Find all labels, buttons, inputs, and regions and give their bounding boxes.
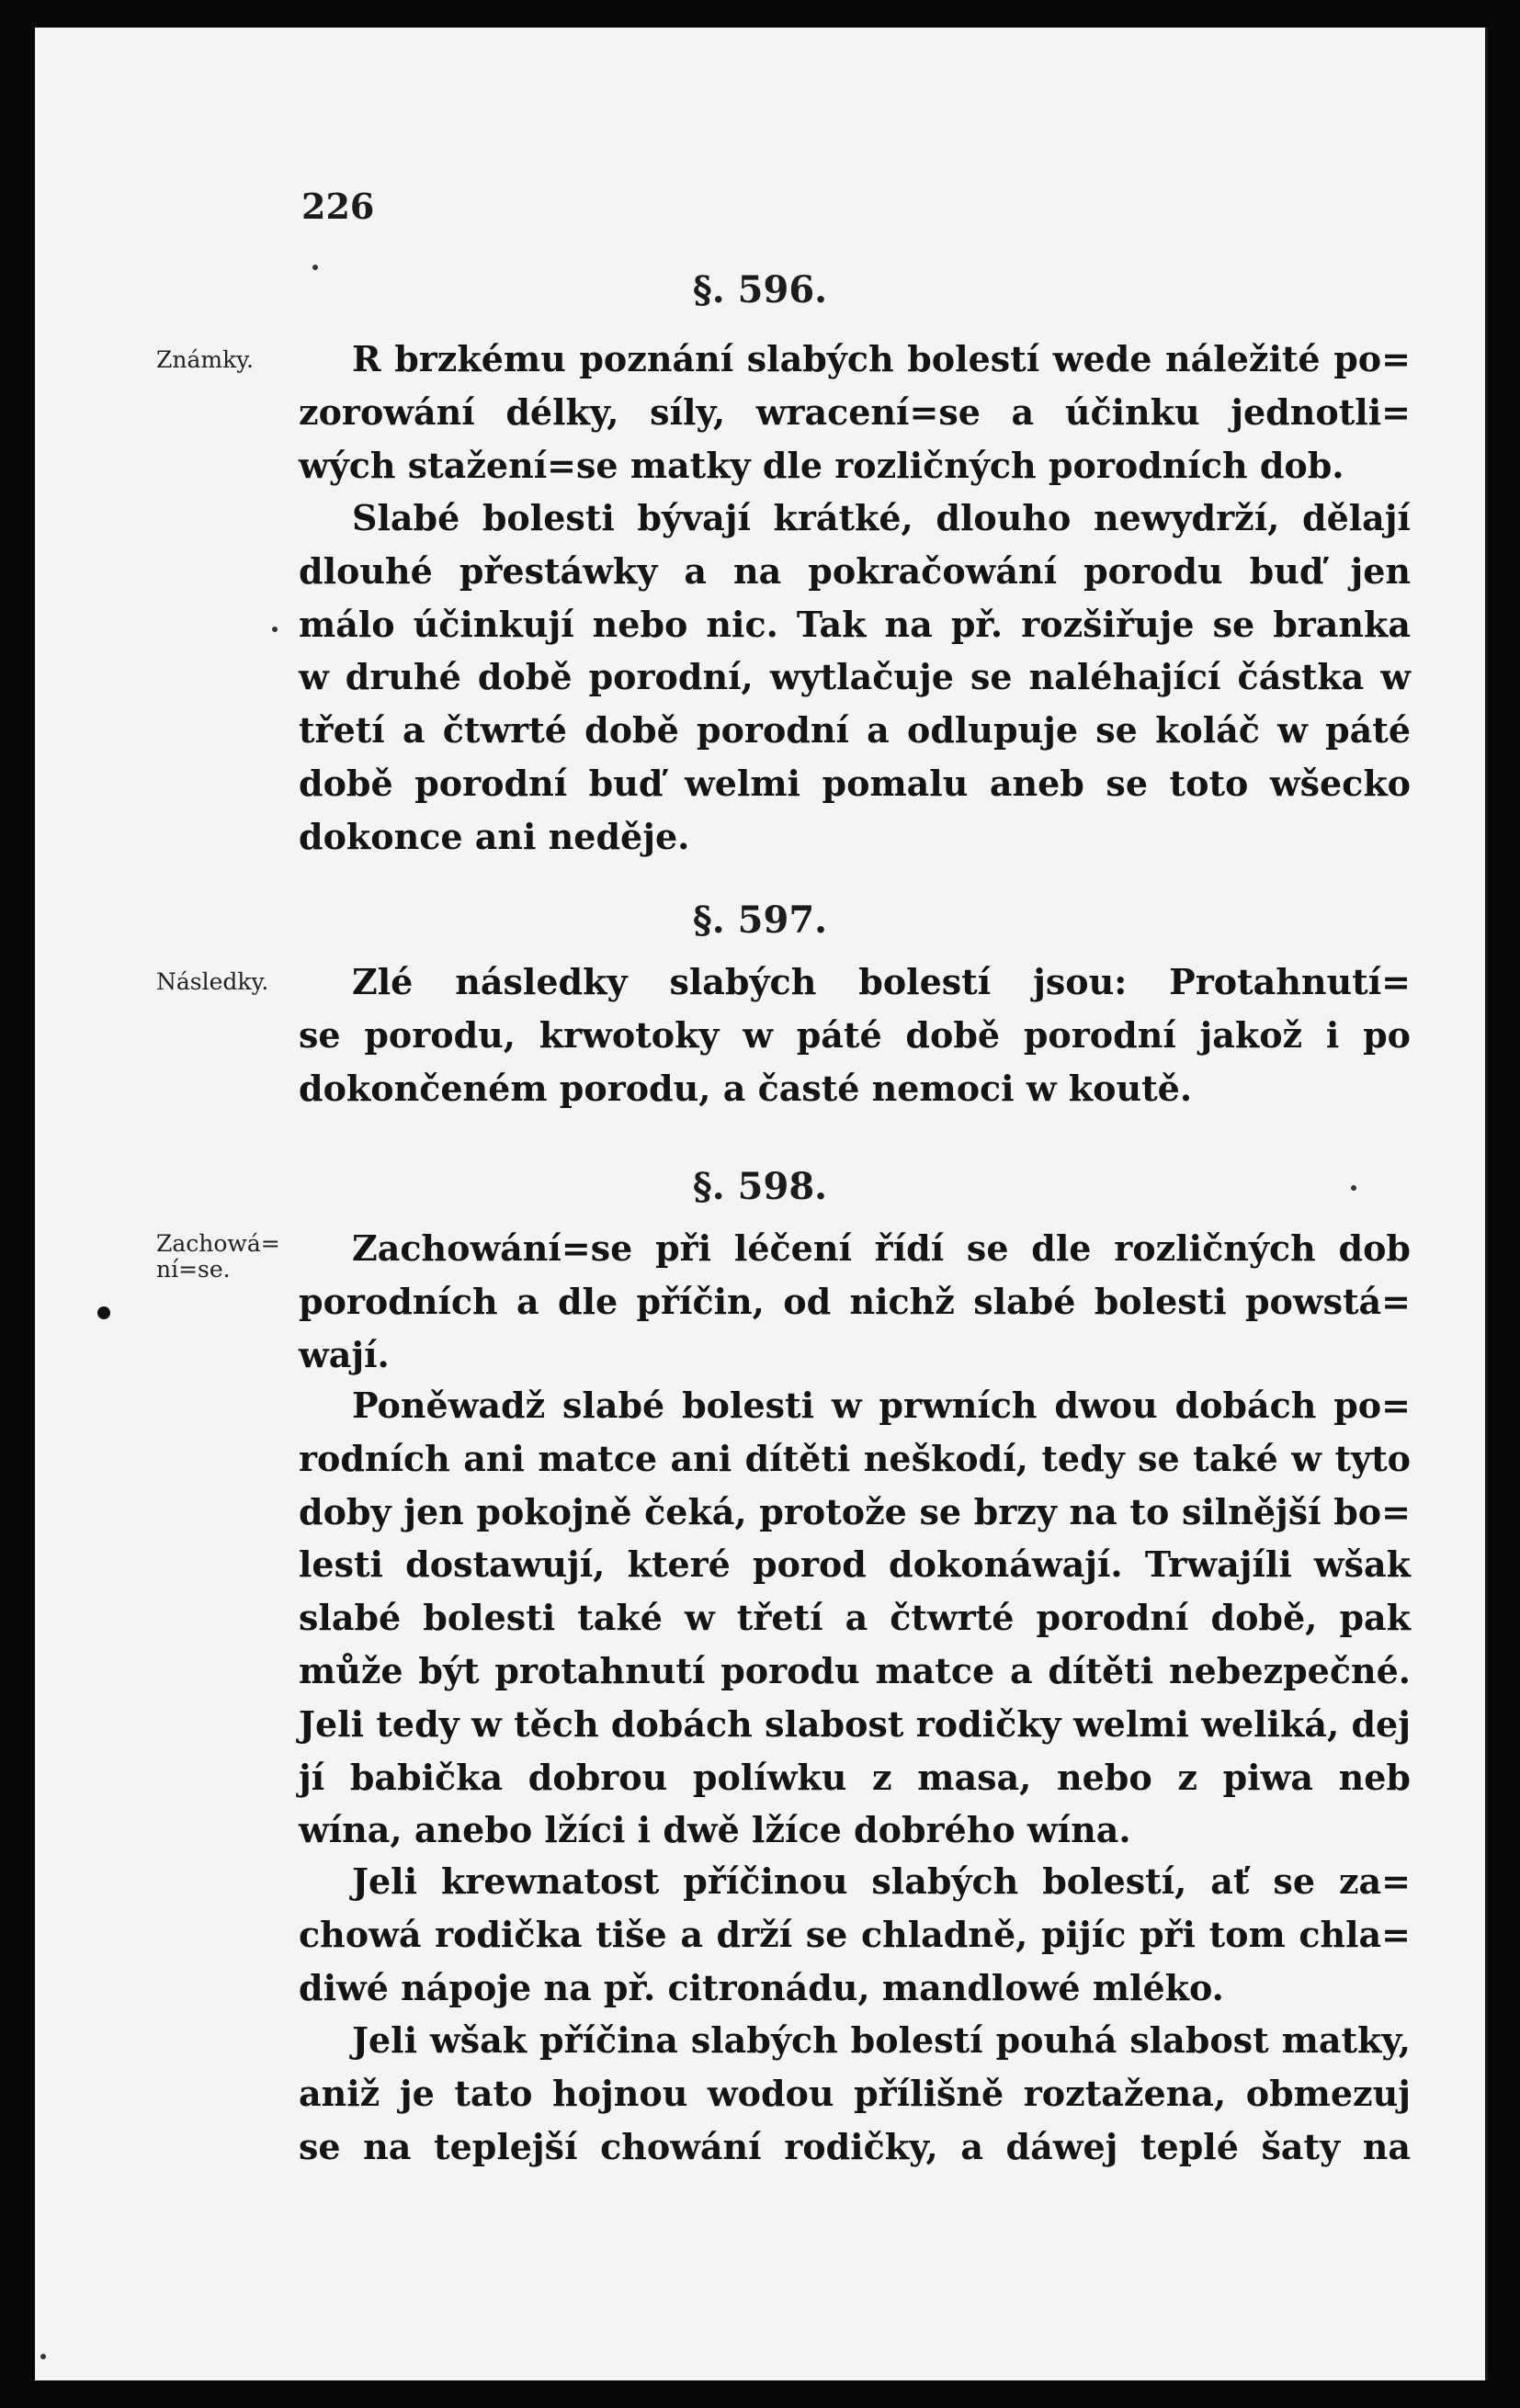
scan-speck: [272, 627, 278, 632]
paragraph: [299, 492, 1411, 864]
section-heading-597: §. 597.: [692, 899, 828, 942]
text-line: třetí a čtwrté době porodní a odlupuje se koláč w páté: [299, 709, 1411, 752]
text-line: Zachowání=se při léčení řídí se dle rozličných dob: [352, 1227, 1411, 1269]
text-line: se na teplejší chowání rodičky, a dáwej teplé šaty na: [299, 2125, 1411, 2167]
scan-speck: [97, 1306, 110, 1319]
text-line: Jeli tedy w těch dobách slabost rodičky welmi weliká, dej: [299, 1702, 1411, 1745]
text-line: Slabé bolesti bývají krátké, dlouho newydrží, dělají: [352, 497, 1411, 538]
text-line: wých stažení=se matky dle rozličných porodních dob.: [299, 444, 1344, 486]
section-heading-596: §. 596.: [692, 268, 828, 311]
section-heading-598: §. 598.: [692, 1165, 828, 1208]
scan-speck: [1351, 1185, 1356, 1191]
text-line: dokončeném porodu, a časté nemoci w koutě.: [299, 1067, 1193, 1109]
text-line: diwé nápoje na př. citronádu, mandlowé mléko.: [299, 1966, 1224, 2008]
text-line: doby jen pokojně čeká, protože se brzy na to silnější bo=: [299, 1490, 1411, 1532]
text-line: lesti dostawují, které porod dokonáwají. Trwajíli wšak: [299, 1543, 1411, 1586]
paragraph: [299, 955, 1411, 1114]
text-line: Zlé následky slabých bolestí jsou: Protahnutí=: [352, 961, 1411, 1002]
text-line: málo účinkují nebo nic. Tak na př. rozšiřuje se branka: [299, 603, 1411, 645]
margin-note-nasledky: Následky.: [156, 968, 269, 995]
text-line: zorowání délky, síly, wracení=se a účinku jednotli=: [299, 390, 1411, 433]
text-line: Poněwadž slabé bolesti w prwních dwou dobách po=: [352, 1385, 1411, 1426]
scan-speck: [312, 265, 318, 270]
text-line: slabé bolesti také w třetí a čtwrté porodní době, pak: [299, 1597, 1411, 1639]
text-line: Jeli krewnatost příčinou slabých bolestí, ať se za=: [352, 1860, 1411, 1902]
page-number: 226: [301, 186, 375, 227]
text-line: porodních a dle příčin, od nichž slabé bolesti powstá=: [299, 1280, 1411, 1322]
text-line: aniž je tato hojnou wodou přílišně roztažena, obmezuj: [299, 2072, 1411, 2114]
paragraph: [299, 333, 1411, 492]
text-line: dlouhé přestáwky a na pokračowání porodu buď jen: [299, 549, 1411, 592]
text-line: wína, anebo lžíci i dwě lžíce dobrého wína.: [299, 1809, 1131, 1851]
margin-note-zachowani: [156, 1231, 312, 1283]
text-line: může být protahnutí porodu matce a dítěti nebezpečné.: [299, 1649, 1411, 1691]
paragraph: [299, 2014, 1411, 2173]
paragraph: [299, 1855, 1411, 2014]
scan-speck: [40, 2354, 46, 2359]
book-page: [35, 28, 1488, 2380]
text-line: chowá rodička tiše a drží se chladně, pijíc při tom chla=: [299, 1913, 1411, 1955]
text-line: R brzkému poznání slabých bolestí wede náležité po=: [352, 338, 1411, 379]
text-line: w druhé době porodní, wytlačuje se naléhající částka w: [299, 656, 1411, 698]
paragraph: [299, 1379, 1411, 1857]
paragraph: [299, 1222, 1411, 1381]
margin-note-line: ní=se.: [156, 1256, 231, 1283]
text-line: jí babička dobrou políwku z masa, nebo z piwa neb: [299, 1756, 1411, 1798]
text-line: Jeli wšak příčina slabých bolestí pouhá slabost matky,: [352, 2019, 1411, 2061]
margin-note-znamky: Známky.: [156, 346, 254, 373]
text-line: rodních ani matce ani dítěti neškodí, tedy se také w tyto: [299, 1437, 1411, 1479]
text-line: dokonce ani neděje.: [299, 815, 690, 857]
text-line: době porodní buď welmi pomalu aneb se toto wšecko: [299, 762, 1411, 804]
margin-note-line: Zachowá=: [156, 1230, 280, 1257]
text-line: se porodu, krwotoky w páté době porodní jakož i po: [299, 1013, 1411, 1056]
text-line: wají.: [299, 1333, 390, 1375]
